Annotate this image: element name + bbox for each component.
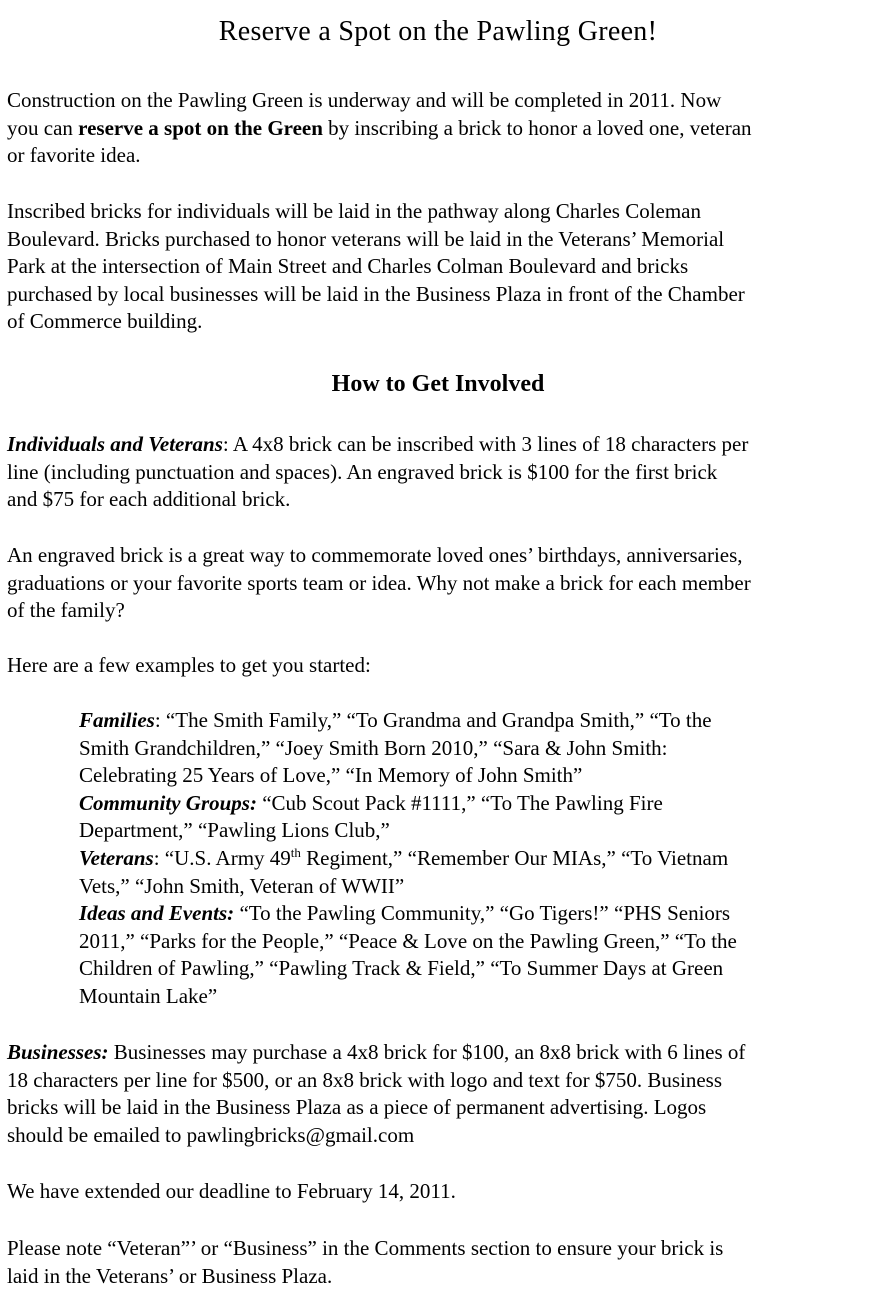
commemorate-paragraph: [7, 542, 873, 625]
examples-list: [79, 707, 869, 1011]
individuals-paragraph: [7, 431, 873, 514]
note-paragraph: [7, 1235, 873, 1290]
individuals-line: [7, 431, 873, 459]
page-title: Reserve a Spot on the Pawling Green!: [218, 16, 658, 47]
businesses-text: Businesses may purchase a 4x8 brick for $100, an 8x8 brick with 6 lines of: [108, 1040, 746, 1064]
placement-line: Boulevard. Bricks purchased to honor veterans will be laid in the Veterans’ Memorial: [7, 226, 725, 251]
intro-emphasis: reserve a spot on the Green: [78, 115, 323, 140]
example-line: [79, 790, 869, 818]
community-groups-label: Community Groups:: [79, 790, 257, 815]
example-line: Vets,” “John Smith, Veteran of WWII”: [79, 873, 405, 898]
commemorate-line: of the family?: [7, 598, 125, 623]
ideas-text: “To the Pawling Community,” “Go Tigers!” “PHS Seniors: [234, 901, 731, 926]
ordinal-suffix: th: [290, 844, 301, 860]
businesses-paragraph: [7, 1039, 873, 1149]
intro-line: or favorite idea.: [7, 143, 141, 168]
example-line: 2011,” “Parks for the People,” “Peace & Love on the Pawling Green,” “To the: [79, 928, 737, 953]
example-line: [79, 707, 869, 735]
individuals-line: and $75 for each additional brick.: [7, 487, 291, 512]
community-text: “Cub Scout Pack #1111,” “To The Pawling Fire: [256, 790, 663, 815]
note-line: laid in the Veterans’ or Business Plaza.: [7, 1263, 333, 1288]
placement-paragraph: [7, 198, 873, 336]
deadline-paragraph: We have extended our deadline to February 14, 2011.: [7, 1179, 456, 1203]
businesses-line: 18 characters per line for $500, or an 8x8 brick with logo and text for $750. Business: [7, 1067, 722, 1092]
individuals-label: Individuals and Veterans: [7, 432, 223, 456]
intro-line: Construction on the Pawling Green is underway and will be completed in 2011. Now: [7, 88, 722, 112]
veterans-text: Regiment,” “Remember Our MIAs,” “To Vietnam: [300, 845, 729, 870]
note-line: Please note “Veteran”’ or “Business” in the Comments section to ensure your brick is: [7, 1236, 724, 1260]
example-line: [79, 845, 869, 873]
commemorate-line: An engraved brick is a great way to commemorate loved ones’ birthdays, anniversaries,: [7, 543, 743, 567]
intro-paragraph: [7, 87, 873, 170]
intro-line: [7, 115, 873, 143]
placement-line: Park at the intersection of Main Street and Charles Colman Boulevard and bricks: [7, 254, 689, 279]
families-text: : “The Smith Family,” “To Grandma and Grandpa Smith,” “To the: [154, 708, 712, 732]
businesses-line: should be emailed to pawlingbricks@gmail.com: [7, 1122, 415, 1147]
placement-line: purchased by local businesses will be laid in the Business Plaza in front of the Chamber: [7, 281, 745, 306]
businesses-line: [7, 1039, 873, 1067]
examples-intro: Here are a few examples to get you started:: [7, 653, 371, 677]
businesses-line: bricks will be laid in the Business Plaza as a piece of permanent advertising. Logos: [7, 1095, 707, 1120]
placement-line: Inscribed bricks for individuals will be laid in the pathway along Charles Coleman: [7, 199, 702, 223]
example-line: Department,” “Pawling Lions Club,”: [79, 818, 390, 843]
veterans-text: : “U.S. Army 49: [153, 845, 291, 870]
businesses-label: Businesses:: [7, 1040, 109, 1064]
example-line: [79, 900, 869, 928]
families-label: Families: [79, 708, 155, 732]
placement-line: of Commerce building.: [7, 309, 203, 334]
example-line: Mountain Lake”: [79, 983, 218, 1008]
intro-text: you can: [7, 115, 79, 140]
veterans-label: Veterans: [79, 845, 154, 870]
individuals-text: : A 4x8 brick can be inscribed with 3 lines of 18 characters per: [222, 432, 749, 456]
commemorate-line: graduations or your favorite sports team or idea. Why not make a brick for each member: [7, 570, 751, 595]
example-line: Smith Grandchildren,” “Joey Smith Born 2010,” “Sara & John Smith:: [79, 735, 668, 760]
individuals-line: line (including punctuation and spaces). An engraved brick is $100 for the first brick: [7, 459, 718, 484]
intro-text: by inscribing a brick to honor a loved one, veteran: [322, 115, 752, 140]
section-heading: How to Get Involved: [331, 371, 545, 397]
example-line: Children of Pawling,” “Pawling Track & Field,” “To Summer Days at Green: [79, 956, 724, 981]
ideas-events-label: Ideas and Events:: [79, 901, 235, 926]
example-line: Celebrating 25 Years of Love,” “In Memory of John Smith”: [79, 763, 583, 788]
